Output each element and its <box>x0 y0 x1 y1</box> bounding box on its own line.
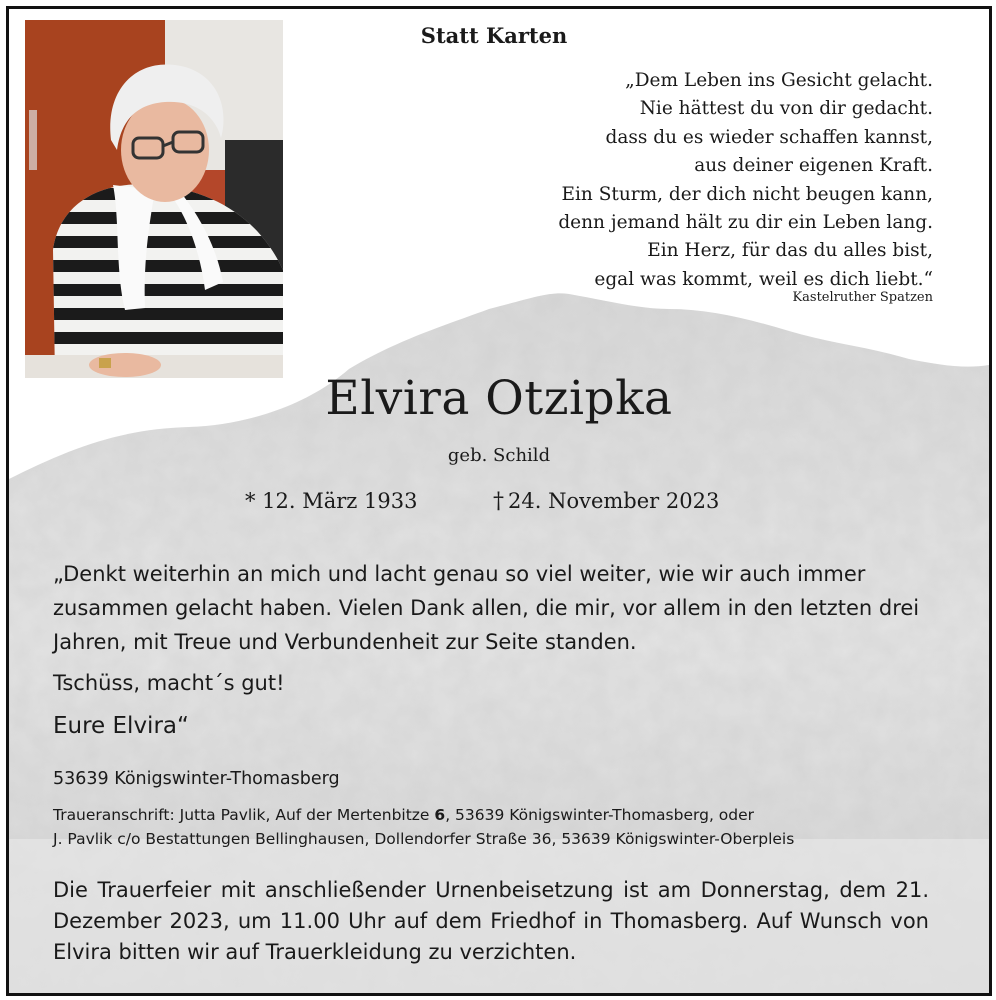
birth-date: * 12. März 1933 <box>245 489 418 513</box>
portrait-photo <box>25 20 283 378</box>
born-name: geb. Schild <box>447 445 551 466</box>
mourning-address <box>53 803 953 851</box>
signature: Eure Elvira“ <box>53 713 189 739</box>
poem-line: „Dem Leben ins Gesicht gelacht. <box>625 70 933 91</box>
poem-line: Ein Herz, für das du alles bist, <box>647 240 933 262</box>
address-line-1-prefix: Traueranschrift: Jutta Pavlik, Auf der Mertenbitze <box>53 806 435 824</box>
farewell-line: Tschüss, macht´s gut! <box>53 671 285 695</box>
poem-line: Nie hättest du von dir gedacht. <box>639 98 933 120</box>
farewell-quote: „Denkt weiterhin an mich und lacht genau so viel weiter, wie wir auch immer zusammen gelacht haben. Vielen Dank allen, die mir, vor allem in den letzten drei Jahren, mit Treue und Verbundenheit zur Seite standen. <box>53 562 920 654</box>
cross-icon: † <box>493 489 504 514</box>
address-line-1 <box>53 803 953 827</box>
death-date: 24. November 2023 <box>508 489 720 513</box>
address-line-2: J. Pavlik c/o Bestattungen Bellinghausen, Dollendorfer Straße 36, 53639 Königswinter-Oberpleis <box>53 830 795 848</box>
location: 53639 Königswinter-Thomasberg <box>53 769 340 789</box>
poem-line: egal was kommt, weil es dich liebt.“ <box>594 268 933 290</box>
poem-line: aus deiner eigenen Kraft. <box>694 155 933 177</box>
deceased-name: Elvira Otzipka <box>325 371 673 426</box>
poem-line: dass du es wieder schaffen kannst, <box>605 126 933 148</box>
house-number: 6 <box>434 806 446 824</box>
poem-line: denn jemand hält zu dir ein Leben lang. <box>558 212 933 234</box>
address-line-1-suffix: , 53639 Königswinter-Thomasberg, oder <box>445 806 755 824</box>
poem <box>558 67 933 294</box>
header-statt-karten: Statt Karten <box>420 23 568 48</box>
poem-line: Ein Sturm, der dich nicht beugen kann, <box>561 183 933 205</box>
death-date-line <box>493 489 719 514</box>
poem-author: Kastelruther Spatzen <box>792 290 933 305</box>
obituary-card <box>6 6 992 996</box>
funeral-notice: Die Trauerfeier mit anschließender Urnenbeisetzung ist am Donnerstag, dem 21. Dezember 2023, um 11.00 Uhr auf dem Friedhof in Thomasberg. Auf Wunsch von Elvira bitten wir auf Trauerkleidung zu verzichten. <box>53 878 929 964</box>
